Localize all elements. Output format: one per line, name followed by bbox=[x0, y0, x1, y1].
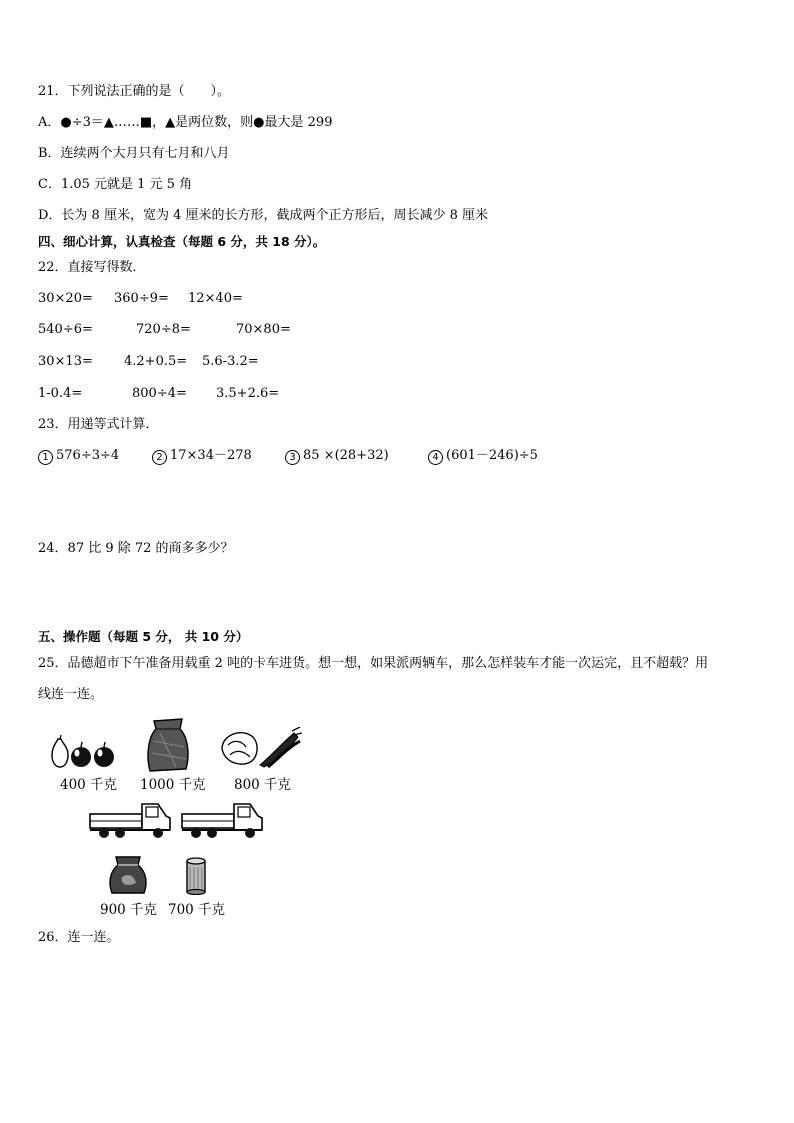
sack-image bbox=[146, 717, 190, 773]
fruit-image bbox=[48, 735, 118, 771]
bag-icon bbox=[108, 855, 148, 895]
q22-r2-c3: 70×80= bbox=[236, 322, 291, 337]
vegetables-icon bbox=[220, 727, 302, 769]
q23-item-2 bbox=[152, 447, 252, 465]
vegetable-weight-label: 800 千克 bbox=[234, 777, 292, 793]
q22-r3-c2: 4.2+0.5= bbox=[124, 354, 188, 369]
q22-stem: 22．直接写得数． bbox=[38, 260, 146, 275]
bag-weight-label: 900 千克 bbox=[100, 902, 158, 918]
can-icon bbox=[184, 857, 208, 895]
circled-number: 4 bbox=[428, 450, 443, 465]
q21-option-b: B．连续两个大月只有七月和八月 bbox=[38, 146, 230, 161]
pear-apples-icon bbox=[48, 735, 118, 771]
truck-1 bbox=[88, 800, 172, 840]
truck-icon bbox=[88, 800, 172, 840]
q24-stem: 24．87 比 9 除 72 的商多多少？ bbox=[38, 541, 234, 556]
can-weight-label: 700 千克 bbox=[168, 902, 226, 918]
fruit-weight-label: 400 千克 bbox=[60, 777, 118, 793]
q22-r3-c3: 5.6-3.2= bbox=[202, 354, 259, 369]
can-image bbox=[184, 857, 208, 895]
q23-expr-2: 17×34－278 bbox=[170, 448, 252, 463]
q22-r4-c3: 3.5+2.6= bbox=[216, 386, 280, 401]
circled-number: 3 bbox=[285, 450, 300, 465]
sack-weight-label: 1000 千克 bbox=[140, 777, 206, 793]
bag-image bbox=[108, 855, 148, 895]
q23-item-1 bbox=[38, 447, 119, 465]
q22-r2-c2: 720÷8= bbox=[136, 322, 191, 337]
q23-expr-3: 85 ×(28+32) bbox=[303, 448, 389, 463]
truck-icon bbox=[180, 800, 264, 840]
q23-expr-1: 576÷3÷4 bbox=[56, 448, 120, 463]
q22-r1-c2: 360÷9= bbox=[114, 291, 169, 306]
q23-item-4 bbox=[428, 447, 538, 465]
vegetable-image bbox=[220, 727, 302, 769]
truck-2 bbox=[180, 800, 264, 840]
q22-r3-c1: 30×13= bbox=[38, 354, 93, 369]
q21-stem: 21．下列说法正确的是（ ）。 bbox=[38, 84, 231, 99]
section5-title: 五、操作题（每题 5 分， 共 10 分） bbox=[38, 629, 249, 644]
q25-stem-line1: 25．品德超市下午准备用载重 2 吨的卡车进货。想一想，如果派两辆车，那么怎样装车才能一次运完，且不超载？用 bbox=[38, 656, 709, 671]
q26-stem: 26．连一连。 bbox=[38, 930, 120, 945]
q22-r4-c2: 800÷4= bbox=[132, 386, 187, 401]
sack-icon bbox=[146, 717, 190, 773]
q22-r2-c1: 540÷6= bbox=[38, 322, 93, 337]
section4-title: 四、细心计算，认真检查（每题 6 分，共 18 分）。 bbox=[38, 234, 326, 249]
circled-number: 1 bbox=[38, 450, 53, 465]
q23-expr-4: (601－246)÷5 bbox=[446, 448, 538, 463]
q22-r1-c1: 30×20= bbox=[38, 291, 93, 306]
q22-r1-c3: 12×40= bbox=[188, 291, 243, 306]
q25-stem-line2: 线连一连。 bbox=[38, 687, 104, 702]
circled-number: 2 bbox=[152, 450, 167, 465]
q23-item-3 bbox=[285, 447, 389, 465]
q21-option-a: A．●÷3＝▲……■，▲是两位数，则●最大是 299 bbox=[38, 115, 333, 130]
q22-r4-c1: 1-0.4= bbox=[38, 386, 83, 401]
q21-option-c: C．1.05 元就是 1 元 5 角 bbox=[38, 177, 193, 192]
q21-option-d: D．长为 8 厘米，宽为 4 厘米的长方形，截成两个正方形后，周长减少 8 厘米 bbox=[38, 208, 489, 223]
q23-stem: 23．用递等式计算． bbox=[38, 417, 159, 432]
